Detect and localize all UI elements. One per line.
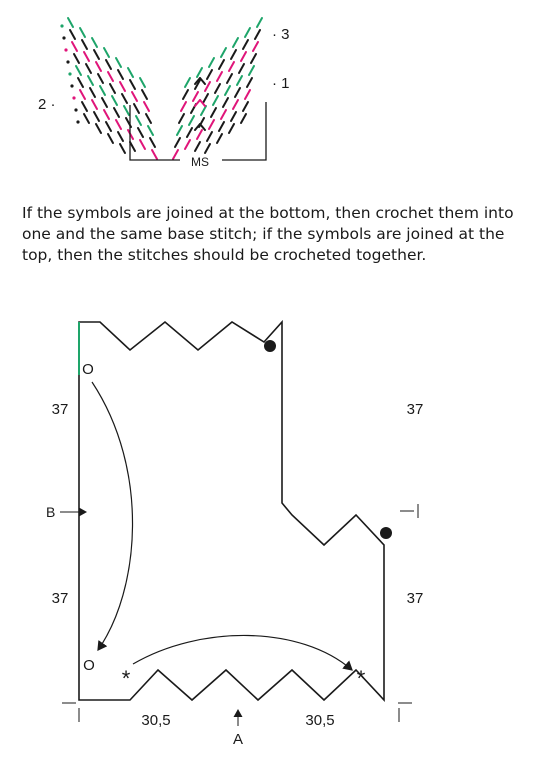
chart-stitch-right: [243, 102, 248, 111]
chart-stitch-right: [223, 98, 228, 107]
chart-stitch-left: [110, 84, 115, 93]
chart-stitch-left: [84, 114, 89, 123]
dim-right-lower: 37: [406, 590, 424, 607]
chart-stitch-right: [215, 84, 220, 93]
chart-stitch-left: [116, 58, 121, 67]
chart-stitch-left: [120, 82, 125, 91]
chart-stitch-right: [173, 150, 178, 159]
chart-stitch-right: [183, 90, 188, 99]
chart-stitch-left: [116, 120, 121, 129]
chart-stitch-left: [72, 42, 77, 51]
chart-stitch-left: [120, 144, 125, 153]
chart-stitch-right: [233, 100, 238, 109]
chart-chain-dot: [74, 108, 77, 111]
chart-stitch-left: [92, 100, 97, 109]
dim-left-upper: 37: [51, 401, 69, 418]
chart-stitch-left: [124, 106, 129, 115]
chart-stitch-right: [193, 92, 198, 101]
chart-stitch-left: [138, 128, 143, 137]
chart-stitch-left: [68, 18, 73, 27]
marker-star-right: *: [356, 666, 366, 691]
chart-peak-stitch: [200, 78, 205, 84]
chart-chain-dot: [72, 96, 75, 99]
marker-o-top: O: [82, 361, 94, 378]
chart-stitch-right: [203, 94, 208, 103]
a-marker-label: A: [232, 731, 244, 748]
chart-stitch-right: [227, 74, 232, 83]
chart-stitch-left: [84, 52, 89, 61]
chart-stitch-left: [104, 48, 109, 57]
chart-stitch-left: [108, 72, 113, 81]
chart-stitch-right: [231, 112, 236, 121]
chart-stitch-left: [122, 94, 127, 103]
chart-stitch-right: [245, 28, 250, 37]
chart-stitch-right: [189, 116, 194, 125]
chart-stitch-right: [209, 120, 214, 129]
chart-stitch-left: [104, 110, 109, 119]
chart-stitch-left: [108, 134, 113, 143]
schematic-outline: [79, 322, 384, 700]
chart-stitch-left: [80, 28, 85, 37]
marker-o-bottom: O: [83, 657, 95, 674]
chart-stitch-right: [251, 54, 256, 63]
chart-symbols: [60, 18, 262, 159]
chart-stitch-left: [78, 78, 83, 87]
chart-stitch-right: [207, 132, 212, 141]
chart-stitch-right: [175, 138, 180, 147]
chart-chain-dot: [62, 36, 65, 39]
marker-dot-side: [380, 527, 392, 539]
chart-stitch-left: [96, 62, 101, 71]
dim-left-lower: 37: [51, 590, 69, 607]
chart-stitch-right: [241, 114, 246, 123]
chart-stitch-left: [82, 102, 87, 111]
chart-stitch-left: [80, 90, 85, 99]
chart-chain-dot: [66, 60, 69, 63]
chart-stitch-right: [221, 110, 226, 119]
chart-stitch-right: [243, 40, 248, 49]
ms-bracket: [130, 105, 180, 160]
chart-stitch-right: [187, 128, 192, 137]
chart-stitch-right: [211, 108, 216, 117]
chart-stitch-right: [195, 142, 200, 151]
chart-stitch-right: [177, 126, 182, 135]
chart-stitch-right: [241, 52, 246, 61]
chart-stitch-right: [229, 124, 234, 133]
chart-stitch-left: [118, 70, 123, 79]
chart-stitch-left: [140, 78, 145, 87]
chart-stitch-right: [237, 76, 242, 85]
chart-stitch-right: [255, 30, 260, 39]
chart-stitch-right: [219, 60, 224, 69]
chart-stitch-left: [94, 50, 99, 59]
chart-stitch-left: [88, 76, 93, 85]
dim-right-upper: 37: [406, 401, 424, 418]
chart-stitch-left: [148, 126, 153, 135]
chart-stitch-left: [130, 80, 135, 89]
marker-star-left: *: [121, 666, 131, 691]
chart-stitch-left: [70, 30, 75, 39]
chart-stitch-left: [76, 66, 81, 75]
chart-stitch-right: [235, 88, 240, 97]
crochet-symbol-chart: [0, 0, 550, 190]
chart-stitch-left: [114, 108, 119, 117]
chart-stitch-left: [112, 96, 117, 105]
chart-stitch-left: [82, 40, 87, 49]
chart-stitch-right: [197, 130, 202, 139]
chart-peak-stitch: [200, 124, 205, 130]
chart-stitch-left: [86, 64, 91, 73]
chart-stitch-left: [150, 138, 155, 147]
chart-stitch-left: [92, 38, 97, 47]
chart-peak-stitch: [195, 100, 200, 106]
chart-stitch-right: [249, 66, 254, 75]
chart-stitch-right: [185, 78, 190, 87]
chart-stitch-right: [239, 64, 244, 73]
chart-stitch-right: [225, 86, 230, 95]
chart-stitch-left: [134, 104, 139, 113]
chart-stitch-right: [179, 114, 184, 123]
chart-stitch-left: [142, 90, 147, 99]
chart-stitch-left: [96, 124, 101, 133]
chart-stitch-left: [132, 92, 137, 101]
chart-stitch-left: [130, 142, 135, 151]
chart-stitch-right: [217, 134, 222, 143]
chart-stitch-left: [90, 88, 95, 97]
chart-stitch-left: [106, 60, 111, 69]
chart-stitch-right: [213, 96, 218, 105]
chart-stitch-right: [219, 122, 224, 131]
row-label-2: 2 ·: [38, 96, 56, 113]
chart-chain-dot: [60, 24, 63, 27]
chart-stitch-right: [247, 78, 252, 87]
chart-chain-dot: [64, 48, 67, 51]
chart-chain-dot: [68, 72, 71, 75]
chart-stitch-right: [201, 106, 206, 115]
chart-stitch-left: [100, 86, 105, 95]
chart-stitch-right: [233, 38, 238, 47]
chart-stitch-right: [205, 144, 210, 153]
chart-stitch-left: [136, 116, 141, 125]
chart-stitch-right: [253, 42, 258, 51]
left-curve-arrow: [92, 382, 133, 650]
chart-stitch-right: [257, 18, 262, 27]
row-label-1: · 1: [272, 75, 290, 92]
symbol-caption: If the symbols are joined at the bottom, then crochet them into one and the same base stitch; if the symbols are joined at the top, then the stitches should be crocheted together.: [22, 204, 514, 264]
chart-stitch-right: [217, 72, 222, 81]
dim-bottom-left: 30,5: [141, 712, 171, 729]
dim-bottom-right: 30,5: [305, 712, 335, 729]
chart-stitch-left: [140, 140, 145, 149]
chart-stitch-left: [152, 150, 157, 159]
bottom-curve-arrow: [133, 635, 352, 670]
chart-stitch-right: [181, 102, 186, 111]
chart-chain-dot: [76, 120, 79, 123]
ms-label: MS: [191, 155, 209, 169]
chart-stitch-left: [128, 68, 133, 77]
chart-stitch-right: [185, 140, 190, 149]
chart-chain-dot: [70, 84, 73, 87]
chart-stitch-left: [94, 112, 99, 121]
chart-stitch-left: [146, 114, 151, 123]
chart-stitch-right: [221, 48, 226, 57]
b-marker-label: B: [46, 504, 56, 520]
chart-stitch-right: [209, 58, 214, 67]
chart-stitch-left: [98, 74, 103, 83]
row-label-3: · 3: [272, 26, 290, 43]
chart-stitch-right: [229, 62, 234, 71]
chart-stitch-left: [144, 102, 149, 111]
chart-stitch-left: [106, 122, 111, 131]
chart-stitch-right: [207, 70, 212, 79]
chart-stitch-left: [118, 132, 123, 141]
chart-stitch-left: [74, 54, 79, 63]
chart-stitch-left: [102, 98, 107, 107]
chart-stitch-right: [231, 50, 236, 59]
marker-dot-top: [264, 340, 276, 352]
chart-stitch-right: [245, 90, 250, 99]
chart-stitch-right: [197, 68, 202, 77]
